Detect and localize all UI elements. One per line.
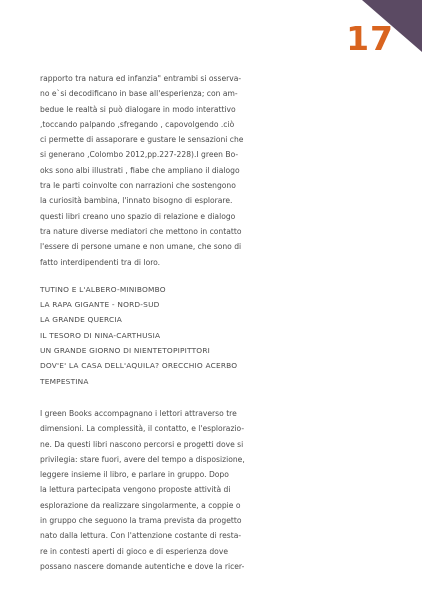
- book-title: IL TESORO DI NINA-CARTHUSIA: [40, 330, 161, 340]
- paragraph-2: I green Books accompagnano i lettori attraverso tre dimensioni. La complessità, il contatto, e l'esplorazio- ne. Da questi libri nascono percorsi e progetti dove si privilegia: stare fuori, avere del tempo a disposizione, leggere insieme il libro, e parlare in gruppo. Dopo la lettura partecipata vengono proposte attività di esplorazione da realizzare singolarmente, a coppie o in gruppo che seguono la trama prevista da progetto nato dalla lettura. Con l'attenzione costante di resta- re in contesti aperti di gioco e di esperienza dove possano nascere domande autentiche e dove la ricer-: [40, 408, 245, 571]
- book-title: TEMPESTINA: [40, 376, 89, 386]
- book-title: LA GRANDE QUERCIA: [40, 315, 123, 325]
- book-title: TUTINO E L'ALBERO-MINIBOMBO: [40, 284, 166, 294]
- book-titles-list: [40, 282, 246, 389]
- book-title: DOV'E' LA CASA DELL'AQUILA? ORECCHIO ACERBO: [40, 361, 238, 371]
- page-number: 17: [346, 19, 394, 58]
- paragraph-1: rapporto tra natura ed infanzia" entrambi si osserva- no e`si decodificano in base all'esperienza; con am- bedue le realtà si può dialogare in modo interattivo ,toccando palpando ,sfregando , capovolgendo .ciò ci permette di assaporare e gustare le sensazioni che si generano ,Colombo 2012,pp.227-228).I green Bo- oks sono albi illustrati , fiabe che ampliano il dialogo tra le parti coinvolte con narrazioni che sostengono la curiosità bambina, l'innato bisogno di esplorare. questi libri creano uno spazio di relazione e dialogo tra nature diverse mediatori che mettono in contatto l'essere di persone umane e non umane, che sono di fatto interdipendenti tra di loro.: [40, 74, 244, 267]
- book-title: UN GRANDE GIORNO DI NIENTETOPIPITTORI: [40, 346, 211, 356]
- book-title: LA RAPA GIGANTE - NORD-SUD: [40, 300, 160, 310]
- page-content: [40, 71, 246, 574]
